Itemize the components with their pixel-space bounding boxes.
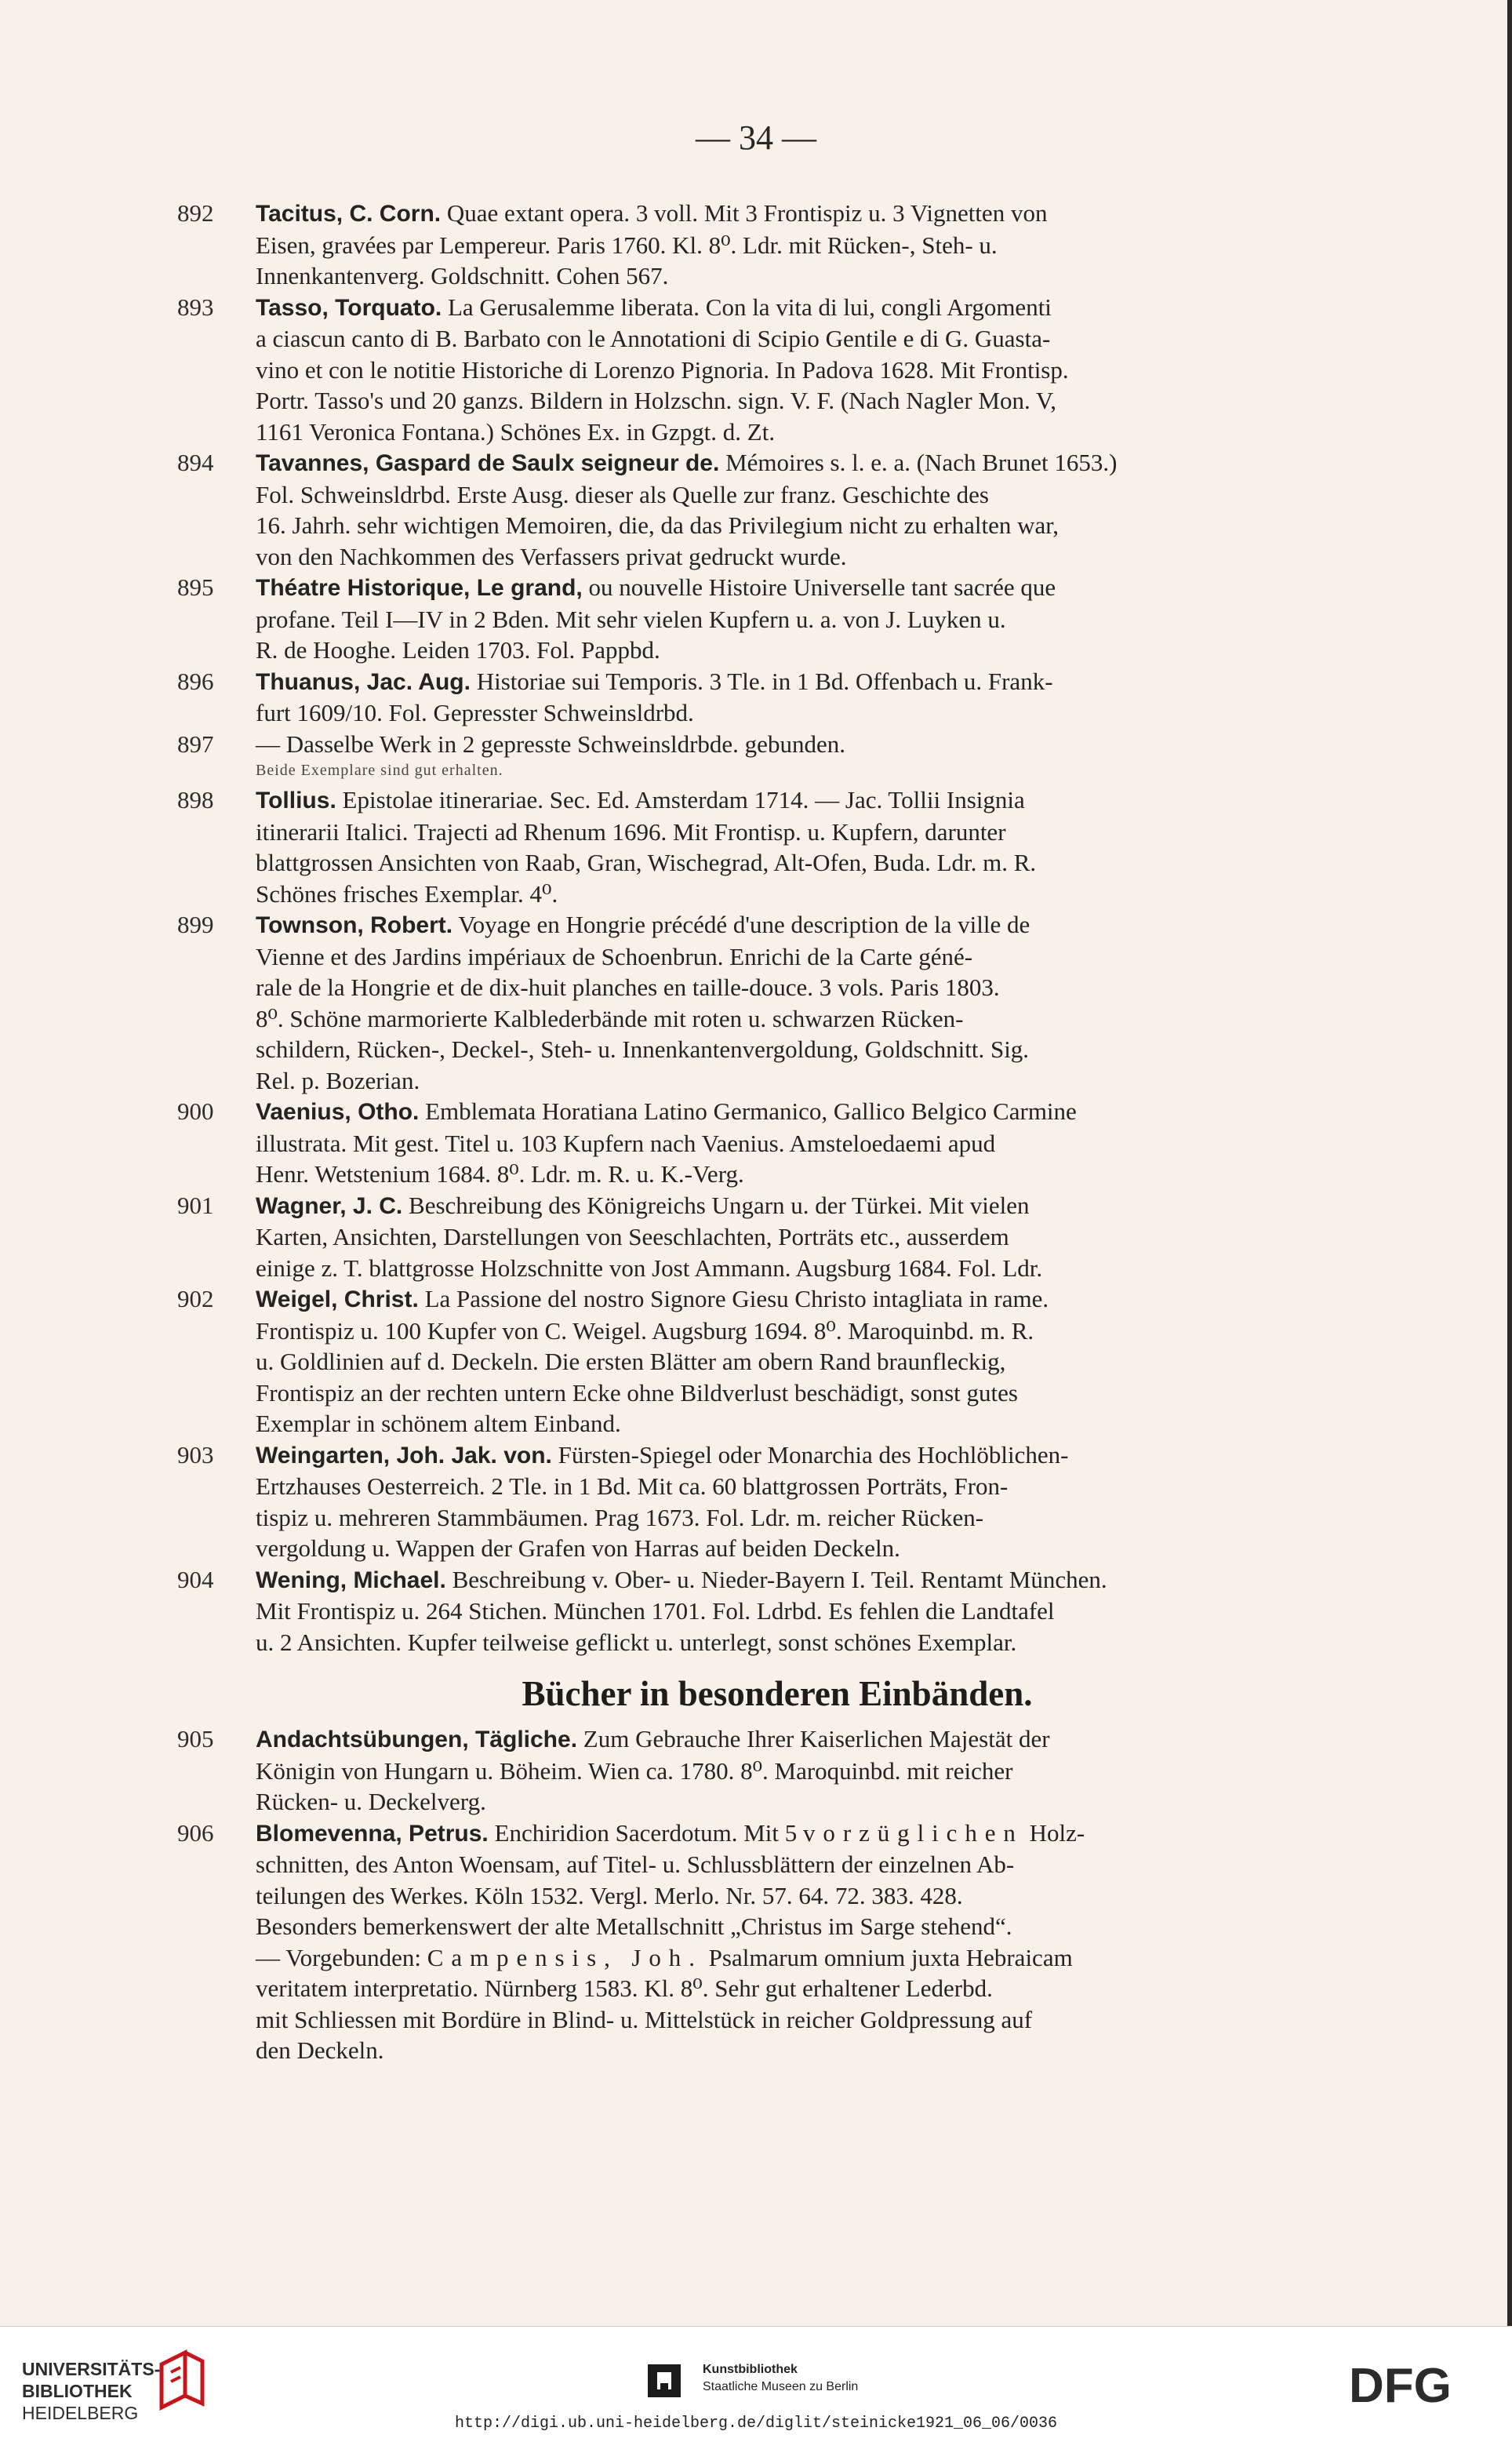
kunstbibliothek-icon [645, 2361, 684, 2400]
entry-line: a ciascun canto di B. Barbato con le Annotationi di Scipio Gentile e di G. Guasta- [256, 325, 1051, 352]
entry-line: schildern, Rücken-, Deckel-, Steh- u. Innenkantenvergoldung, Goldschnitt. Sig. [256, 1035, 1030, 1063]
entry-text [256, 1283, 1377, 1439]
entry-author: Vaenius, Otho. [256, 1099, 420, 1125]
entry-line: Fürsten-Spiegel oder Monarchia des Hochlöblichen- [551, 1440, 1069, 1468]
entry-line: Innenkantenverg. Goldschnitt. Cohen 567. [256, 262, 669, 289]
entry-line: 16. Jahrh. sehr wichtigen Memoiren, die, da das Privilegium nicht zu erhalten war, [256, 511, 1059, 539]
entry-line: La Passione del nostro Signore Giesu Christo intagliata in rame. [418, 1285, 1049, 1312]
entry-line: Frontispiz an der rechten untern Ecke ohne Bildverlust beschädigt, sonst gutes [256, 1378, 1018, 1407]
entry-number: 899 [177, 911, 214, 938]
entry-line: vino et con le notitie Historiche di Lorenzo Pignoria. In Padova 1628. Mit Frontisp. [256, 355, 1069, 384]
entry-line: blattgrossen Ansichten von Raab, Gran, Wischegrad, Alt-Ofen, Buda. Ldr. m. R. [256, 849, 1037, 876]
entry-line: illustrata. Mit gest. Titel u. 103 Kupfern nach Vaenius. Amsteloedaemi apud [256, 1129, 996, 1157]
entry-number: 902 [177, 1285, 214, 1312]
entry-text [256, 729, 1377, 760]
entry-line: La Gerusalemme liberata. Con la vita di lui, congli Argomenti [442, 293, 1052, 321]
entry-line: furt 1609/10. Fol. Gepresster Schweinsldrbd. [256, 699, 694, 726]
catalog-listing [177, 198, 1377, 2066]
entry-text [256, 198, 1377, 292]
entry-line: ou nouvelle Histoire Universelle tant sacrée que [582, 573, 1056, 601]
entry-line: profane. Teil I—IV in 2 Bden. Mit sehr vielen Kupfern u. a. von J. Luyken u. [256, 605, 1006, 633]
entry-author: Théatre Historique, Le grand, [256, 575, 583, 601]
entry-line: Eisen, gravées par Lempereur. Paris 1760. Kl. 8⁰. Ldr. mit Rücken-, Steh- u. [256, 231, 998, 259]
catalog-entry [177, 784, 1377, 909]
catalog-entry [177, 1439, 1377, 1564]
entry-line: Schönes frisches Exemplar. 4⁰. [256, 879, 558, 908]
entry-line: 8⁰. Schöne marmorierte Kalblederbände mit roten u. schwarzen Rücken- [256, 1004, 964, 1032]
entry-number: 905 [177, 1725, 214, 1752]
section-title: Bücher in besonderen Einbänden. [522, 1674, 1033, 1713]
catalog-entry [177, 1564, 1377, 1658]
entry-author: Andachtsübungen, Tägliche. [256, 1727, 578, 1752]
entry-line: Historiae sui Temporis. 3 Tle. in 1 Bd. Offenbach u. Frank- [470, 667, 1053, 695]
entry-text: Blomevenna, Petrus. Enchiridion Sacerdotum. Mit 5 vorzüglichen Holz- schnitten, des Anton Woensam, auf Titel- u. Schlussblättern der einzelnen Ab- teilungen des Werkes. Köln 1532. Vergl. Merlo. Nr. 57. 64. 72. 383. 428. Besonders bemerkenswert der alte Metallschnitt „Christus im Sarge stehend“. — Vorgebunden: Campensis, Joh. Psalmarum omnium juxta Hebraicam veritatem interpretatio. Nürnberg 1583. Kl. 8⁰. Sehr gut erhaltener Lederbd. mit Schliessen mit Bordüre in Blind- u. Mittelstück in reicher Goldpressung auf den Deckeln. [256, 1818, 1085, 2064]
catalog-entry [177, 729, 1377, 760]
entry-author: Tacitus, C. Corn. [256, 201, 442, 227]
entry-author: Thuanus, Jac. Aug. [256, 668, 471, 695]
entry-text [256, 1723, 1377, 1818]
entry-line: von den Nachkommen des Verfassers privat gedruckt wurde. [256, 542, 847, 570]
entry-line: Voyage en Hongrie précédé d'une description de la ville de [453, 911, 1030, 938]
entry-text [256, 909, 1377, 1096]
entry-line: Königin von Hungarn u. Böheim. Wien ca. 1780. 8⁰. Maroquinbd. mit reicher [256, 1756, 1013, 1785]
source-url[interactable]: http://digi.ub.uni-heidelberg.de/diglit/steinicke1921_06_06/0036 [454, 2415, 1058, 2433]
catalog-entry [177, 198, 1377, 292]
entry-number: 901 [177, 1191, 214, 1219]
entry-text [256, 1439, 1377, 1564]
entry-line: rale de la Hongrie et de dix-huit planches en taille-douce. 3 vols. Paris 1803. [256, 974, 1000, 1001]
entry-text [256, 447, 1377, 572]
entry-line: Emblemata Horatiana Latino Germanico, Gallico Belgico Carmine [419, 1097, 1077, 1125]
entry-line: Epistolae itinerariae. Sec. Ed. Amsterdam 1714. — Jac. Tollii Insignia [336, 786, 1025, 813]
kunstbibliothek-label: Kunstbibliothek Staatliche Museen zu Berlin [703, 2363, 859, 2393]
entry-text [256, 784, 1377, 909]
dfg-text: DFG [1349, 2359, 1452, 2413]
entry-line: Mit Frontispiz u. 264 Stichen. München 1701. Fol. Ldrbd. Es fehlen die Landtafel [256, 1597, 1055, 1625]
entry-author: Tasso, Torquato. [256, 294, 442, 321]
entry-author: Wagner, J. C. [256, 1192, 403, 1219]
entry-number: 903 [177, 1440, 214, 1468]
entry-line: Henr. Wetstenium 1684. 8⁰. Ldr. m. R. u. K.-Verg. [256, 1160, 744, 1188]
entry-number: 892 [177, 199, 214, 227]
entry-number: 894 [177, 449, 214, 476]
entry-line: Quae extant opera. 3 voll. Mit 3 Frontispiz u. 3 Vignetten von [441, 199, 1048, 227]
entry-line: Beschreibung des Königreichs Ungarn u. der Türkei. Mit vielen [402, 1191, 1030, 1219]
entry-number: 900 [177, 1097, 214, 1125]
catalog-entry [177, 1096, 1377, 1190]
catalog-entry [177, 572, 1377, 666]
entry-line: Ertzhauses Oesterreich. 2 Tle. in 1 Bd. Mit ca. 60 blattgrossen Porträts, Fron- [256, 1472, 1009, 1500]
entry-number: 906 [177, 1818, 214, 1847]
entry-line: Vienne et des Jardins impériaux de Schoenbrun. Enrichi de la Carte géné- [256, 942, 973, 970]
entry-text [256, 572, 1377, 666]
entry-author: Townson, Robert. [256, 912, 453, 938]
entry-line: Karten, Ansichten, Darstellungen von Seeschlachten, Porträts etc., ausserdem [256, 1223, 1009, 1250]
entry-text [256, 292, 1377, 448]
entry-note: Beide Exemplare sind gut erhalten. [256, 762, 503, 779]
entry-text [256, 1564, 1377, 1658]
entry-author: Weingarten, Joh. Jak. von. [256, 1442, 552, 1468]
entry-number: 896 [177, 667, 214, 695]
entry-line: vergoldung u. Wappen der Grafen von Harras auf beiden Deckeln. [256, 1534, 900, 1562]
dfg-logo [1349, 2358, 1490, 2413]
catalog-entry [177, 1723, 1377, 1818]
entry-line: Frontispiz u. 100 Kupfer von C. Weigel. Augsburg 1694. 8⁰. Maroquinbd. m. R. [256, 1316, 1034, 1345]
entry-line: Fol. Schweinsldrbd. Erste Ausg. dieser als Quelle zur franz. Geschichte des [256, 480, 989, 508]
ub-book-icon [154, 2349, 209, 2411]
entry-line: Exemplar in schönem altem Einband. [256, 1410, 621, 1437]
entry-line: Beschreibung v. Ober- u. Nieder-Bayern I. Teil. Rentamt München. [445, 1565, 1107, 1593]
entry-line: tispiz u. mehreren Stammbäumen. Prag 1673. Fol. Ldr. m. reicher Rücken- [256, 1503, 984, 1531]
entry-line: 1161 Veronica Fontana.) Schönes Ex. in Gzpgt. d. Zt. [256, 417, 776, 446]
emphasis-spaced: Campensis, Joh. [427, 1943, 703, 1971]
entry-number: 893 [177, 293, 214, 321]
entry-line: einige z. T. blattgrosse Holzschnitte von Jost Ammann. Augsburg 1684. Fol. Ldr. [256, 1254, 1043, 1282]
entry-author: Tollius. [256, 788, 336, 813]
emphasis-spaced: vorzüglichen [802, 1818, 1023, 1847]
entry-text [256, 666, 1377, 729]
entry-line: Mémoires s. l. e. a. (Nach Brunet 1653.) [719, 449, 1118, 476]
entry-line: Zum Gebrauche Ihrer Kaiserlichen Majestät der [577, 1725, 1050, 1752]
catalog-entry [177, 666, 1377, 729]
entry-number: 895 [177, 573, 214, 601]
catalog-entry [177, 292, 1377, 448]
entry-line: u. Goldlinien auf d. Deckeln. Die ersten Blätter am obern Rand braunfleckig, [256, 1348, 1006, 1375]
entry-text [256, 1190, 1377, 1284]
page-number: — 34 — [696, 118, 816, 157]
catalog-entry [177, 1190, 1377, 1284]
catalog-entry [177, 1283, 1377, 1439]
entry-line: Rel. p. Bozerian. [256, 1066, 420, 1094]
entry-line: u. 2 Ansichten. Kupfer teilweise geflickt u. unterlegt, sonst schönes Exemplar. [256, 1628, 1017, 1656]
entry-author: Wening, Michael. [256, 1567, 446, 1593]
entry-author: Tavannes, Gaspard de Saulx seigneur de. [256, 450, 720, 476]
entry-line: Rücken- u. Deckelverg. [256, 1788, 486, 1815]
entry-line: R. de Hooghe. Leiden 1703. Fol. Pappbd. [256, 636, 660, 664]
ub-heidelberg-logo: UNIVERSITÄTS- BIBLIOTHEK HEIDELBERG [22, 2359, 161, 2423]
entry-text [256, 1096, 1377, 1190]
entry-number: 904 [177, 1565, 214, 1593]
catalog-entry [177, 909, 1377, 1096]
entry-line: Portr. Tasso's und 20 ganzs. Bildern in Holzschn. sign. V. F. (Nach Nagler Mon. V, [256, 387, 1057, 414]
entry-line: itinerarii Italici. Trajecti ad Rhenum 1696. Mit Frontisp. u. Kupfern, darunter [256, 817, 1006, 846]
entry-author: Blomevenna, Petrus. [256, 1820, 489, 1847]
entry-number: 897 [177, 730, 214, 758]
entry-author: Weigel, Christ. [256, 1287, 419, 1312]
entry-line: — Dasselbe Werk in 2 gepresste Schweinsldrbde. gebunden. [256, 730, 845, 758]
footer-bar [0, 2326, 1512, 2442]
entry-number: 898 [177, 786, 214, 813]
catalog-entry [177, 447, 1377, 572]
catalog-entry [177, 1818, 1377, 2066]
